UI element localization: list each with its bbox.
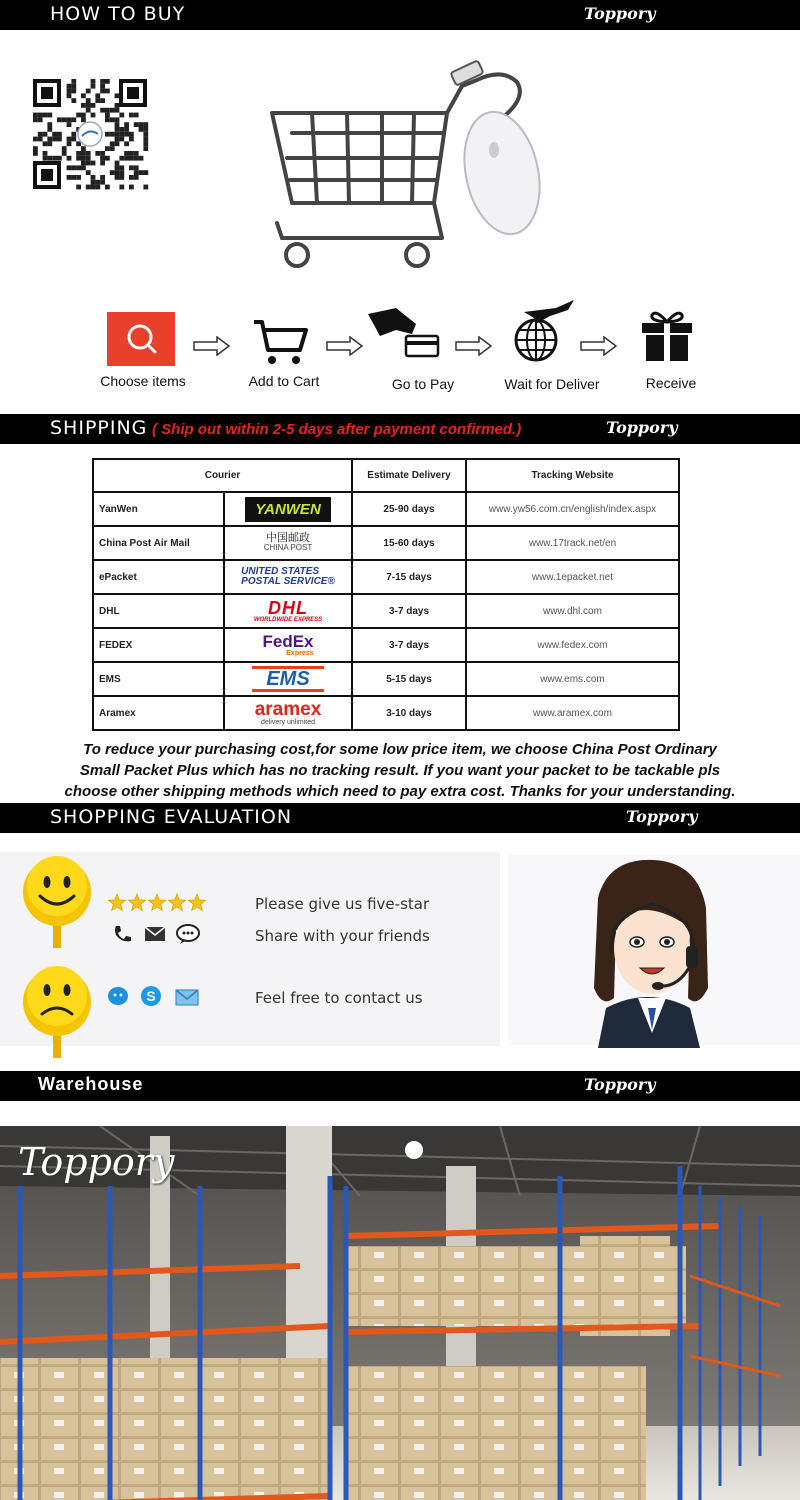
step-label: Choose items [100, 373, 186, 389]
courier-name: YanWen [93, 492, 224, 526]
delivery-days: 7-15 days [352, 560, 466, 594]
table-header-row [93, 459, 679, 492]
china-post-logo: 中国邮政 CHINA POST [224, 526, 352, 560]
column-header: Estimate Delivery [352, 459, 466, 492]
step-label: Wait for Deliver [504, 376, 600, 392]
delivery-days: 3-10 days [352, 696, 466, 730]
delivery-days: 5-15 days [352, 662, 466, 696]
email-icon [175, 986, 199, 1006]
table-row [93, 492, 679, 526]
arrow-icon [193, 336, 231, 356]
tracking-site: www.yw56.com.cn/english/index.aspx [466, 492, 679, 526]
delivery-days: 25-90 days [352, 492, 466, 526]
table-row [93, 526, 679, 560]
shipping-note: ( Ship out within 2-5 days after payment confirmed.) [152, 421, 522, 438]
dhl-logo: DHL WORLDWIDE EXPRESS [224, 594, 352, 628]
star-icon [148, 894, 165, 910]
brand-name: Toppory [606, 418, 678, 437]
how-to-buy-header [0, 0, 800, 30]
five-star-rating [107, 893, 209, 913]
search-icon [107, 312, 175, 366]
warehouse-header [0, 1071, 800, 1101]
section-title: Warehouse [38, 1074, 144, 1094]
pay-hand-icon [366, 306, 444, 362]
table-row [93, 696, 679, 730]
step-label: Add to Cart [248, 373, 320, 389]
svg-text:S: S [146, 988, 156, 1004]
fedex-logo: FedEx Express [224, 628, 352, 662]
shipping-header [0, 414, 800, 444]
brand-name: Toppory [584, 1075, 656, 1094]
skype-icon [140, 985, 162, 1007]
star-icon [128, 894, 145, 910]
star-icon [108, 894, 125, 910]
delivery-days: 3-7 days [352, 628, 466, 662]
table-row [93, 628, 679, 662]
cart-icon [250, 318, 310, 368]
shipping-table [92, 458, 680, 731]
brand-name: Toppory [584, 4, 656, 23]
warehouse-watermark: Toppory [18, 1140, 175, 1184]
mail-icon [144, 925, 166, 943]
eval-share-text: Share with your friends [255, 927, 430, 945]
eval-contact-text: Feel free to contact us [255, 989, 423, 1007]
yanwen-logo: YANWEN [224, 492, 352, 526]
arrow-icon [455, 336, 493, 356]
column-header: Tracking Website [466, 459, 679, 492]
arrow-icon [326, 336, 364, 356]
star-icon [188, 894, 205, 910]
tracking-site: www.fedex.com [466, 628, 679, 662]
notice-line: choose other shipping methods which need to pay extra cost. Thanks for your understanding. [64, 783, 736, 800]
section-title: HOW TO BUY [50, 3, 186, 25]
table-row [93, 594, 679, 628]
delivery-days: 3-7 days [352, 594, 466, 628]
qr-code [30, 76, 150, 192]
tracking-site: www.ems.com [466, 662, 679, 696]
courier-name: ePacket [93, 560, 224, 594]
tracking-site: www.1epacket.net [466, 560, 679, 594]
tracking-site: www.dhl.com [466, 594, 679, 628]
globe-plane-icon [506, 298, 578, 364]
table-row [93, 560, 679, 594]
chat-icon [175, 923, 201, 945]
eval-five-star-text: Please give us five-star [255, 895, 430, 913]
gift-icon [638, 307, 696, 363]
section-title: SHOPPING EVALUATION [50, 806, 293, 828]
step-label: Go to Pay [391, 376, 455, 392]
delivery-days: 15-60 days [352, 526, 466, 560]
phone-icon [112, 923, 134, 945]
step-label: Receive [645, 375, 697, 391]
star-icon [168, 894, 185, 910]
courier-name: DHL [93, 594, 224, 628]
cart-mouse-illustration [262, 58, 552, 273]
courier-name: Aramex [93, 696, 224, 730]
happy-face-icon [20, 856, 96, 952]
qq-icon [107, 986, 129, 1006]
courier-name: China Post Air Mail [93, 526, 224, 560]
brand-name: Toppory [626, 807, 698, 826]
notice-line: To reduce your purchasing cost,for some low price item, we choose China Post Ordinary [83, 741, 717, 758]
arrow-icon [580, 336, 618, 356]
usps-logo: UNITED STATES POSTAL SERVICE® [224, 560, 352, 594]
courier-name: FEDEX [93, 628, 224, 662]
ems-logo: EMS [224, 662, 352, 696]
table-row [93, 662, 679, 696]
support-agent-avatar [578, 858, 726, 1048]
section-title: SHIPPING [50, 417, 148, 439]
column-header: Courier [93, 459, 352, 492]
evaluation-header [0, 803, 800, 833]
aramex-logo: aramex delivery unlimited [224, 696, 352, 730]
notice-line: Small Packet Plus which has no tracking result. If you want your packet to be tackable pls [79, 762, 721, 779]
courier-name: EMS [93, 662, 224, 696]
tracking-site: www.aramex.com [466, 696, 679, 730]
shipping-notice [20, 739, 780, 802]
sad-face-icon [20, 966, 96, 1062]
tracking-site: www.17track.net/en [466, 526, 679, 560]
